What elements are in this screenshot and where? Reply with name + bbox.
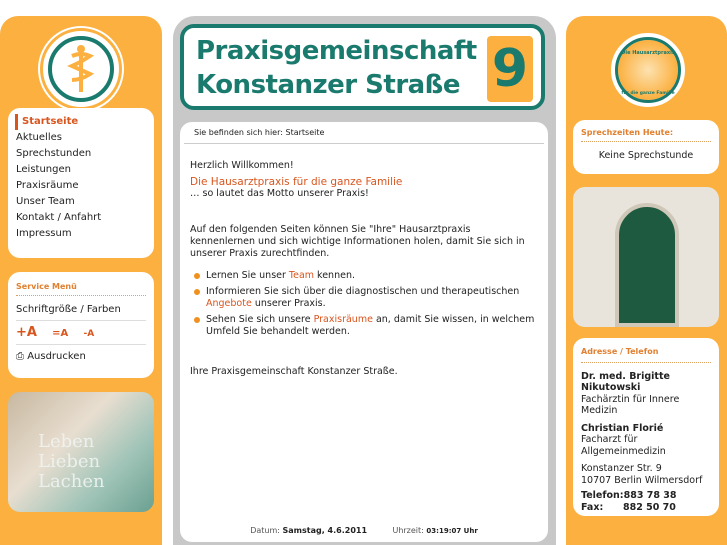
- doctor-2-specialty: Facharzt für Allgemeinmedizin: [581, 434, 666, 457]
- time-value: 03:19:07 Uhr: [426, 527, 478, 535]
- phone-row: [581, 490, 711, 502]
- time-label: Uhrzeit:: [392, 526, 424, 535]
- office-hours-title: Sprechzeiten Heute:: [581, 128, 711, 142]
- practice-entrance-photo: [573, 187, 719, 327]
- angebote-link[interactable]: Angebote: [206, 298, 252, 309]
- logo-text-bottom: für die ganze Familie: [621, 91, 675, 96]
- city-address: 10707 Berlin Wilmersdorf: [581, 474, 703, 486]
- printer-icon: ⎙: [16, 351, 24, 362]
- photo-text-leben: Leben: [38, 431, 95, 452]
- font-color-link[interactable]: Schriftgröße / Farben: [16, 302, 146, 321]
- motto-text: … so lautet das Motto unserer Praxis!: [190, 188, 369, 199]
- keychain-photo: [8, 392, 154, 512]
- fax-number: 882 50 70: [623, 501, 676, 513]
- fax-label: Fax:: [581, 501, 604, 513]
- nav-item-startseite[interactable]: Startseite: [15, 114, 146, 130]
- photo-text-lachen: Lachen: [38, 471, 105, 492]
- team-link[interactable]: Team: [288, 270, 315, 281]
- doctor-2-name: Christian Florié: [581, 422, 664, 434]
- date-time-footer: [180, 526, 548, 535]
- header-title: [196, 34, 486, 102]
- caduceus-icon: [52, 40, 110, 98]
- nav-item-unser-team[interactable]: Unser Team: [16, 196, 75, 207]
- content-subhead: Die Hausarztpraxis für die ganze Familie: [190, 176, 403, 188]
- praxisraeume-link[interactable]: Praxisräume: [313, 314, 373, 325]
- print-label: Ausdrucken: [27, 351, 86, 362]
- street-address: Konstanzer Str. 9: [581, 463, 662, 474]
- service-menu: [8, 272, 154, 378]
- office-hours-value: Keine Sprechstunde: [598, 150, 694, 161]
- nav-item-leistungen[interactable]: Leistungen: [16, 164, 71, 175]
- service-menu-title: Service Menü: [16, 282, 146, 296]
- nav-item-sprechstunden[interactable]: Sprechstunden: [16, 148, 92, 159]
- caduceus-logo-ring: [48, 36, 114, 102]
- font-size-controls: [16, 325, 146, 345]
- caduceus-logo[interactable]: [40, 28, 122, 110]
- phone-label: Telefon:: [581, 490, 624, 501]
- breadcrumb: Sie befinden sich hier: Startseite: [184, 122, 544, 144]
- list-item: Sehen Sie sich unsere Praxisräume an, damit Sie wissen, in welchem Umfeld Sie behandelt werden.: [190, 314, 538, 338]
- fax-row: [581, 502, 711, 514]
- office-hours-box: [573, 120, 719, 174]
- date-value: Samstag, 4.6.2011: [282, 526, 368, 535]
- practice-header-logo[interactable]: [180, 24, 545, 110]
- doctor-1-specialty: Fachärztin für Innere Medizin: [581, 393, 680, 416]
- nav-item-aktuelles[interactable]: Aktuelles: [16, 132, 62, 143]
- header-title-line2: Konstanzer Straße: [196, 70, 461, 100]
- logo-text-top: Die Hausarztpraxis: [621, 50, 675, 56]
- list-item: Informieren Sie sich über die diagnostischen und therapeutischen Angebote unserer Praxis.: [190, 286, 538, 310]
- date-label: Datum:: [250, 526, 280, 535]
- header-title-line1: Praxisgemeinschaft: [196, 36, 477, 66]
- font-size-large-button[interactable]: +A: [16, 325, 37, 340]
- feature-list: [190, 270, 538, 338]
- nav-item-kontakt[interactable]: Kontakt / Anfahrt: [16, 212, 102, 223]
- list-item: Lernen Sie unser Team kennen.: [190, 270, 538, 282]
- header-house-number: 9: [487, 36, 533, 102]
- main-content: [180, 122, 548, 542]
- phone-number: 883 78 38: [623, 490, 677, 501]
- family-practice-logo: [608, 30, 688, 110]
- family-silhouette-icon: [615, 37, 681, 103]
- font-size-normal-button[interactable]: =A: [52, 328, 69, 339]
- main-navigation: [8, 108, 154, 258]
- print-link[interactable]: [16, 349, 146, 365]
- photo-text-lieben: Lieben: [38, 451, 101, 472]
- entrance-door: [615, 203, 679, 327]
- nav-item-impressum[interactable]: Impressum: [16, 228, 72, 239]
- closing-text: Ihre Praxisgemeinschaft Konstanzer Straße.: [190, 366, 398, 377]
- welcome-text: Herzlich Willkommen!: [190, 160, 294, 171]
- address-box: [573, 338, 719, 516]
- address-title: Adresse / Telefon: [581, 346, 711, 363]
- nav-item-praxisraeume[interactable]: Praxisräume: [16, 180, 79, 191]
- font-size-small-button[interactable]: -A: [83, 329, 95, 339]
- intro-paragraph: Auf den folgenden Seiten können Sie "Ihre" Hausarztpraxis kennenlernen und sich wichtige Informationen holen, damit Sie sich in unserer Praxis zurechtfinden.: [190, 224, 525, 259]
- doctor-1-name: Dr. med. Brigitte Nikutowski: [581, 370, 670, 393]
